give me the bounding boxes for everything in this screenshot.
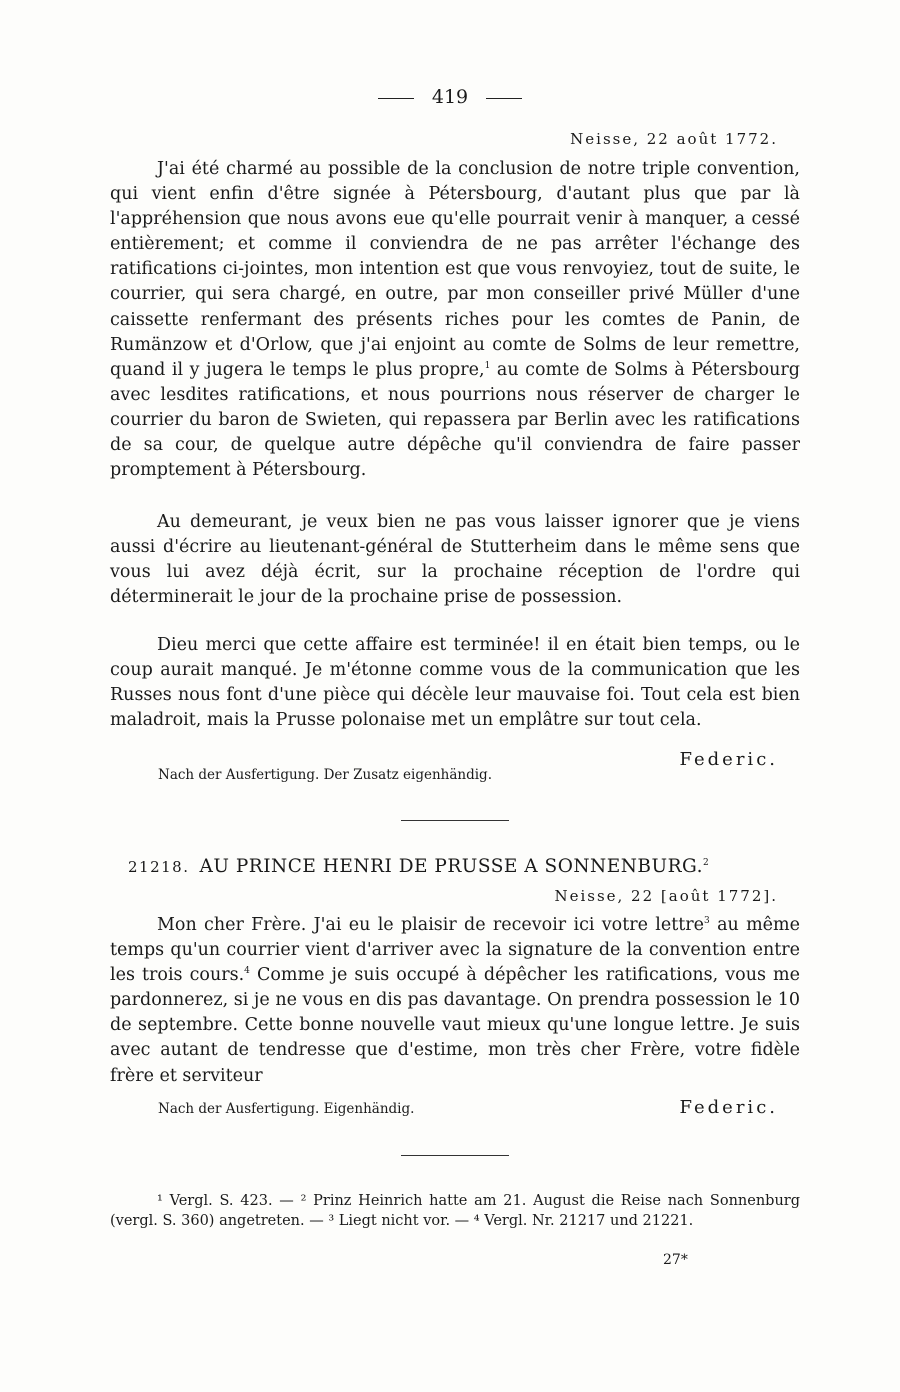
footnote-ref-2: 2 [703, 858, 710, 868]
letter-2-signature: Federic. [679, 1097, 778, 1118]
letter-1-paragraph-1-text: J'ai été charmé au possible de la conclusion de notre triple convention, qui vient enfin d'être signée à Pétersbourg, d'autant plus que par là l'appréhension que nous avons eue qu'elle pourrait venir à manquer, a cessé entièrement; et comme il conviendra de ne pas arrêter l'échange des ratifications ci-jointes, mon intention est que vous renvoyiez, tout de suite, le courrier, qui sera chargé, en outre, par mon conseiller privé Müller d'une caissette renfermant des présents riches pour les comtes de Panin, de Rumänzow et d'Orlow, que j'ai enjoint au comte de Solms de leur remettre, quand il y jugera le temps le plus propre, [110, 159, 800, 380]
header-dash-right [486, 98, 522, 99]
letter-1-postscript [110, 633, 800, 733]
footnote-separator-rule [401, 1155, 509, 1156]
letter-2-number: 21218. [128, 858, 190, 876]
letter-1-paragraph-1 [110, 157, 800, 483]
footnote-ref-4: 4 [244, 966, 250, 977]
sheet-signature: 27* [663, 1252, 688, 1268]
letter-2-dateline: Neisse, 22 [août 1772]. [554, 887, 778, 905]
letter-2-title: AU PRINCE HENRI DE PRUSSE A SONNENBURG. [199, 856, 704, 877]
letter-2-heading [128, 856, 828, 877]
letter-1-paragraph-2-text: Au demeurant, je veux bien ne pas vous laisser ignorer que je viens aussi d'écrire au lieutenant-général de Stutterheim dans le même sens que vous lui avez déjà écrit, sur la prochaine réception de l'ordre qui déterminerait le jour de la prochaine prise de possession. [110, 512, 800, 608]
header-dash-left [378, 98, 414, 99]
page-number: 419 [431, 86, 469, 108]
letter-2-text-a: Mon cher Frère. J'ai eu le plaisir de recevoir ici votre lettre [157, 915, 705, 935]
letter-2-body [110, 913, 800, 1089]
letter-1-paragraph-2 [110, 510, 800, 610]
footnotes [110, 1191, 800, 1231]
page-header [0, 86, 900, 108]
footnote-ref-1: 1 [484, 360, 491, 371]
separator-rule [401, 820, 509, 821]
letter-2-text-b: au même temps qu'un courrier vient d'arriver avec la signature de la convention entre les trois cours. [110, 915, 800, 986]
footnote-ref-3: 3 [704, 916, 710, 926]
letter-2-text-c: Comme je suis occupé à dépêcher les ratifications, vous me pardonnerez, si je ne vous en dis pas davantage. On prendra possession le 10 de septembre. Cette bonne nouvelle vaut mieux qu'une longue lettre. Je suis avec autant de tendresse que d'estime, mon très cher Frère, votre fidèle frère et serviteur [110, 965, 800, 1086]
letter-1-source-note: Nach der Ausfertigung. Der Zusatz eigenhändig. [158, 767, 492, 783]
letter-1-dateline: Neisse, 22 août 1772. [570, 130, 778, 148]
letter-2-source-note: Nach der Ausfertigung. Eigenhändig. [158, 1101, 415, 1117]
letter-1-paragraph-1-continued: au comte de Solms à Pétersbourg avec lesdites ratifications, et nous pourrions nous réserver de charger le courrier du baron de Swieten, qui repassera par Berlin avec les ratifications de sa cour, de quelque autre dépêche qu'il conviendra de faire passer promptement à Pétersbourg. [110, 359, 800, 481]
footnotes-text: ¹ Vergl. S. 423. — ² Prinz Heinrich hatte am 21. August die Reise nach Sonnenburg (vergl. S. 360) angetreten. — ³ Liegt nicht vor. — ⁴ Vergl. Nr. 21217 und 21221. [110, 1193, 800, 1229]
letter-1-signature: Federic. [679, 749, 778, 770]
letter-1-postscript-text: Dieu merci que cette affaire est terminée! il en était bien temps, ou le coup aurait manqué. Je m'étonne comme vous de la communication que les Russes nous font d'une pièce qui décèle leur mauvaise foi. Tout cela est bien maladroit, mais la Prusse polonaise met un emplâtre sur tout cela. [110, 635, 800, 731]
